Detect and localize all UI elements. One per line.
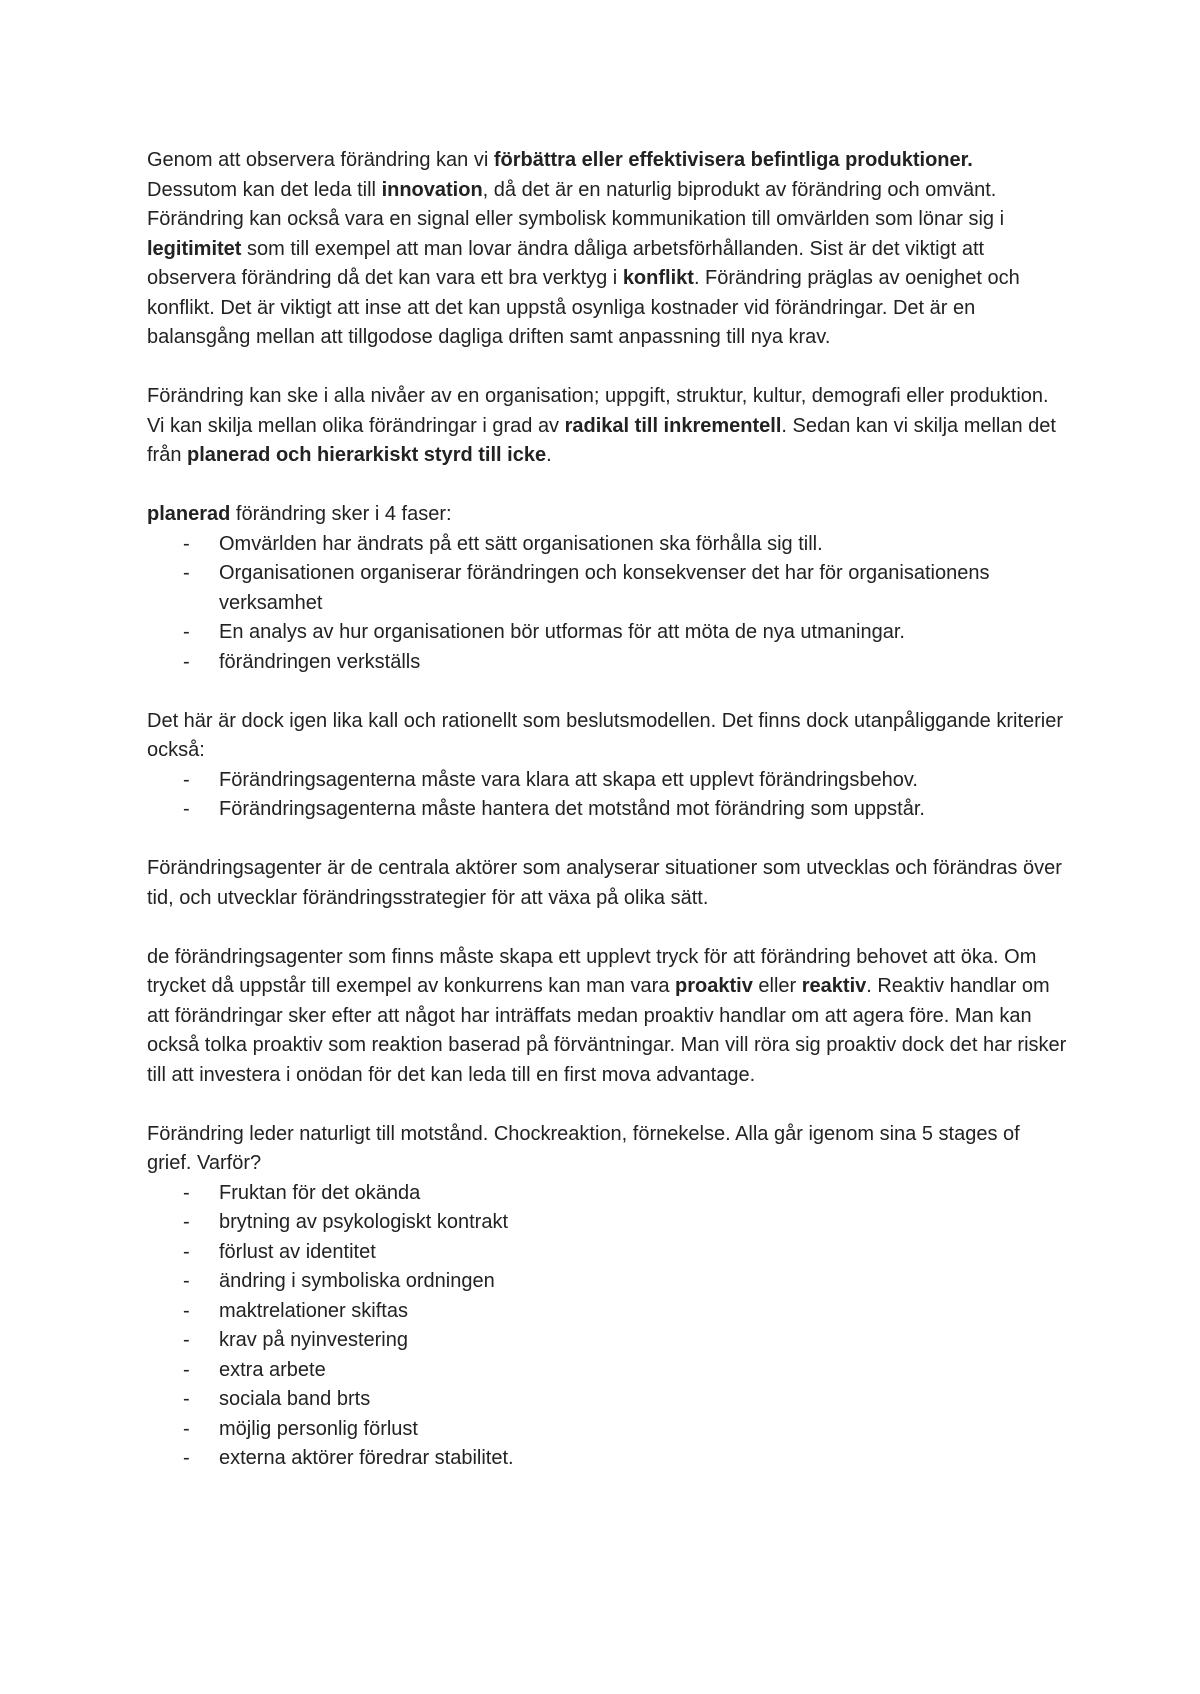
list-item [147, 530, 1067, 560]
bold-term-konflikt: konflikt [622, 267, 694, 289]
paragraph-criteria [147, 707, 1067, 766]
paragraph-levels-of-change [147, 382, 1067, 471]
paragraph-proactive-reactive [147, 943, 1067, 1091]
list-item-text: Förändringsagenterna måste vara klara att skapa ett upplevt förändringsbehov. [219, 768, 918, 791]
text-segment: . Reaktiv handlar om att förändringar sker efter att något har inträffats medan proaktiv handlar om att agera före. Man kan också tolka proaktiv som reaktion baserad på förväntningar. Man vill röra sig proaktiv dock det har risker till att investera i onödan för det kan leda till en first mova advantage. [147, 975, 1067, 1086]
list-item-text: extra arbete [219, 1358, 326, 1381]
list-item [147, 1208, 1067, 1238]
text-segment: Förändring kan ske i alla nivåer av en organisation; uppgift, struktur, kultur, demografi eller produktion. Vi kan skilja mellan olika förändringar i grad av [147, 385, 1049, 437]
dash-bullet: - [183, 562, 190, 584]
list-item-text: En analys av hur organisationen bör utformas för att möta de nya utmaningar. [219, 621, 905, 643]
bold-term-legitimitet: legitimitet [147, 237, 242, 260]
list-item [147, 1179, 1067, 1209]
text-segment: de förändringsagenter som finns måste skapa ett upplevt tryck för att förändring behovet att öka. Om trycket då uppstår till exempel av konkurrens kan man vara [147, 945, 1037, 997]
bold-term-proaktiv: proaktiv [675, 975, 753, 997]
list-item-text: krav på nyinvestering [219, 1329, 408, 1351]
list-item-text: förlust av identitet [219, 1240, 376, 1263]
text-segment: . Sedan kan vi skilja mellan det från [147, 414, 1056, 466]
list-item-text: ändring i symboliska ordningen [219, 1270, 495, 1292]
list-item-text: Förändringsagenterna måste hantera det motstånd mot förändring som uppstår. [219, 798, 925, 820]
list-item [147, 1267, 1067, 1297]
list-item-text: möjlig personlig förlust [219, 1417, 418, 1440]
list-item [147, 1356, 1067, 1386]
dash-bullet: - [183, 1447, 190, 1469]
text-segment: Förändringsagenter är de centrala aktörer som analyserar situationer som utvecklas och förändras över tid, och utvecklar förändringsstrategier för att växa på olika sätt. [147, 857, 1062, 909]
paragraph-change-agents [147, 854, 1067, 913]
bold-term-planerad-hierarkiskt: planerad och hierarkiskt styrd till icke [187, 444, 547, 466]
list-item-text: externa aktörer föredrar stabilitet. [219, 1447, 514, 1469]
list-item-text: Fruktan för det okända [219, 1181, 421, 1204]
list-item [147, 1385, 1067, 1415]
dash-bullet: - [183, 621, 190, 643]
text-segment: Genom att observera förändring kan vi [147, 149, 494, 171]
dash-bullet: - [183, 1417, 190, 1440]
dash-bullet: - [183, 1181, 190, 1204]
text-segment: eller [752, 975, 802, 997]
dash-bullet: - [183, 768, 190, 791]
dash-bullet: - [183, 532, 190, 555]
text-segment: . [546, 444, 552, 466]
bold-term-reaktiv: reaktiv [801, 975, 867, 997]
text-segment: Dessutom kan det leda till [147, 178, 382, 201]
list-item-text: Organisationen organiserar förändringen och konsekvenser det har för organisationens verksamhet [219, 562, 990, 614]
list-item [147, 766, 1067, 796]
bold-term-planerad: planerad [147, 503, 231, 525]
dash-bullet: - [183, 1299, 190, 1322]
list-item-text: brytning av psykologiskt kontrakt [219, 1211, 509, 1233]
paragraph-benefits-of-change [147, 146, 1067, 353]
bold-term-innovation: innovation [381, 178, 483, 201]
bold-term-radikal: radikal till inkrementell [564, 414, 782, 437]
dash-bullet: - [183, 1388, 190, 1410]
dash-bullet: - [183, 1240, 190, 1263]
list-item [147, 1297, 1067, 1327]
dash-bullet: - [183, 798, 190, 820]
list-resistance-reasons [147, 1179, 1067, 1474]
dash-bullet: - [183, 1270, 190, 1292]
list-item [147, 648, 1067, 678]
text-segment: förändring sker i 4 faser: [230, 503, 452, 525]
list-item [147, 618, 1067, 648]
list-item-text: sociala band brts [219, 1388, 371, 1410]
list-item-text: förändringen verkställs [219, 650, 421, 673]
text-segment: som till exempel att man lovar ändra dåliga arbetsförhållanden. Sist är det viktigt att observera förändring då det kan vara ett bra verktyg i [147, 237, 985, 289]
list-item-text: Omvärlden har ändrats på ett sätt organisationen ska förhålla sig till. [219, 532, 823, 555]
dash-bullet: - [183, 1211, 190, 1233]
list-item [147, 559, 1067, 618]
dash-bullet: - [183, 1358, 190, 1381]
text-segment: Förändring leder naturligt till motstånd. Chockreaktion, förnekelse. Alla går igenom sina 5 stages of grief. Varför? [147, 1122, 1020, 1174]
text-segment: Det här är dock igen lika kall och rationellt som beslutsmodellen. Det finns dock utanpåliggande kriterier också: [147, 709, 1064, 761]
document-page [147, 146, 1067, 1474]
list-item-text: maktrelationer skiftas [219, 1299, 408, 1322]
paragraph-resistance [147, 1120, 1067, 1179]
dash-bullet: - [183, 1329, 190, 1351]
text-segment: . Förändring präglas av oenighet och konflikt. Det är viktigt att inse att det kan uppstå osynliga kostnader vid förändringar. Det är en balansgång mellan att tillgodose dagliga driften samt anpassning till nya krav. [147, 267, 1020, 348]
bold-term-forbattra: förbättra eller effektivisera befintliga produktioner. [493, 149, 973, 171]
list-item [147, 1326, 1067, 1356]
list-item [147, 795, 1067, 825]
list-change-phases [147, 530, 1067, 678]
list-item [147, 1415, 1067, 1445]
list-criteria [147, 766, 1067, 825]
list-item [147, 1238, 1067, 1268]
dash-bullet: - [183, 650, 190, 673]
list-item [147, 1444, 1067, 1474]
text-segment: , då det är en naturlig biprodukt av förändring och omvänt. Förändring kan också vara en signal eller symbolisk kommunikation till omvärlden som lönar sig i [147, 178, 1005, 230]
paragraph-planned-change-phases [147, 500, 1067, 530]
